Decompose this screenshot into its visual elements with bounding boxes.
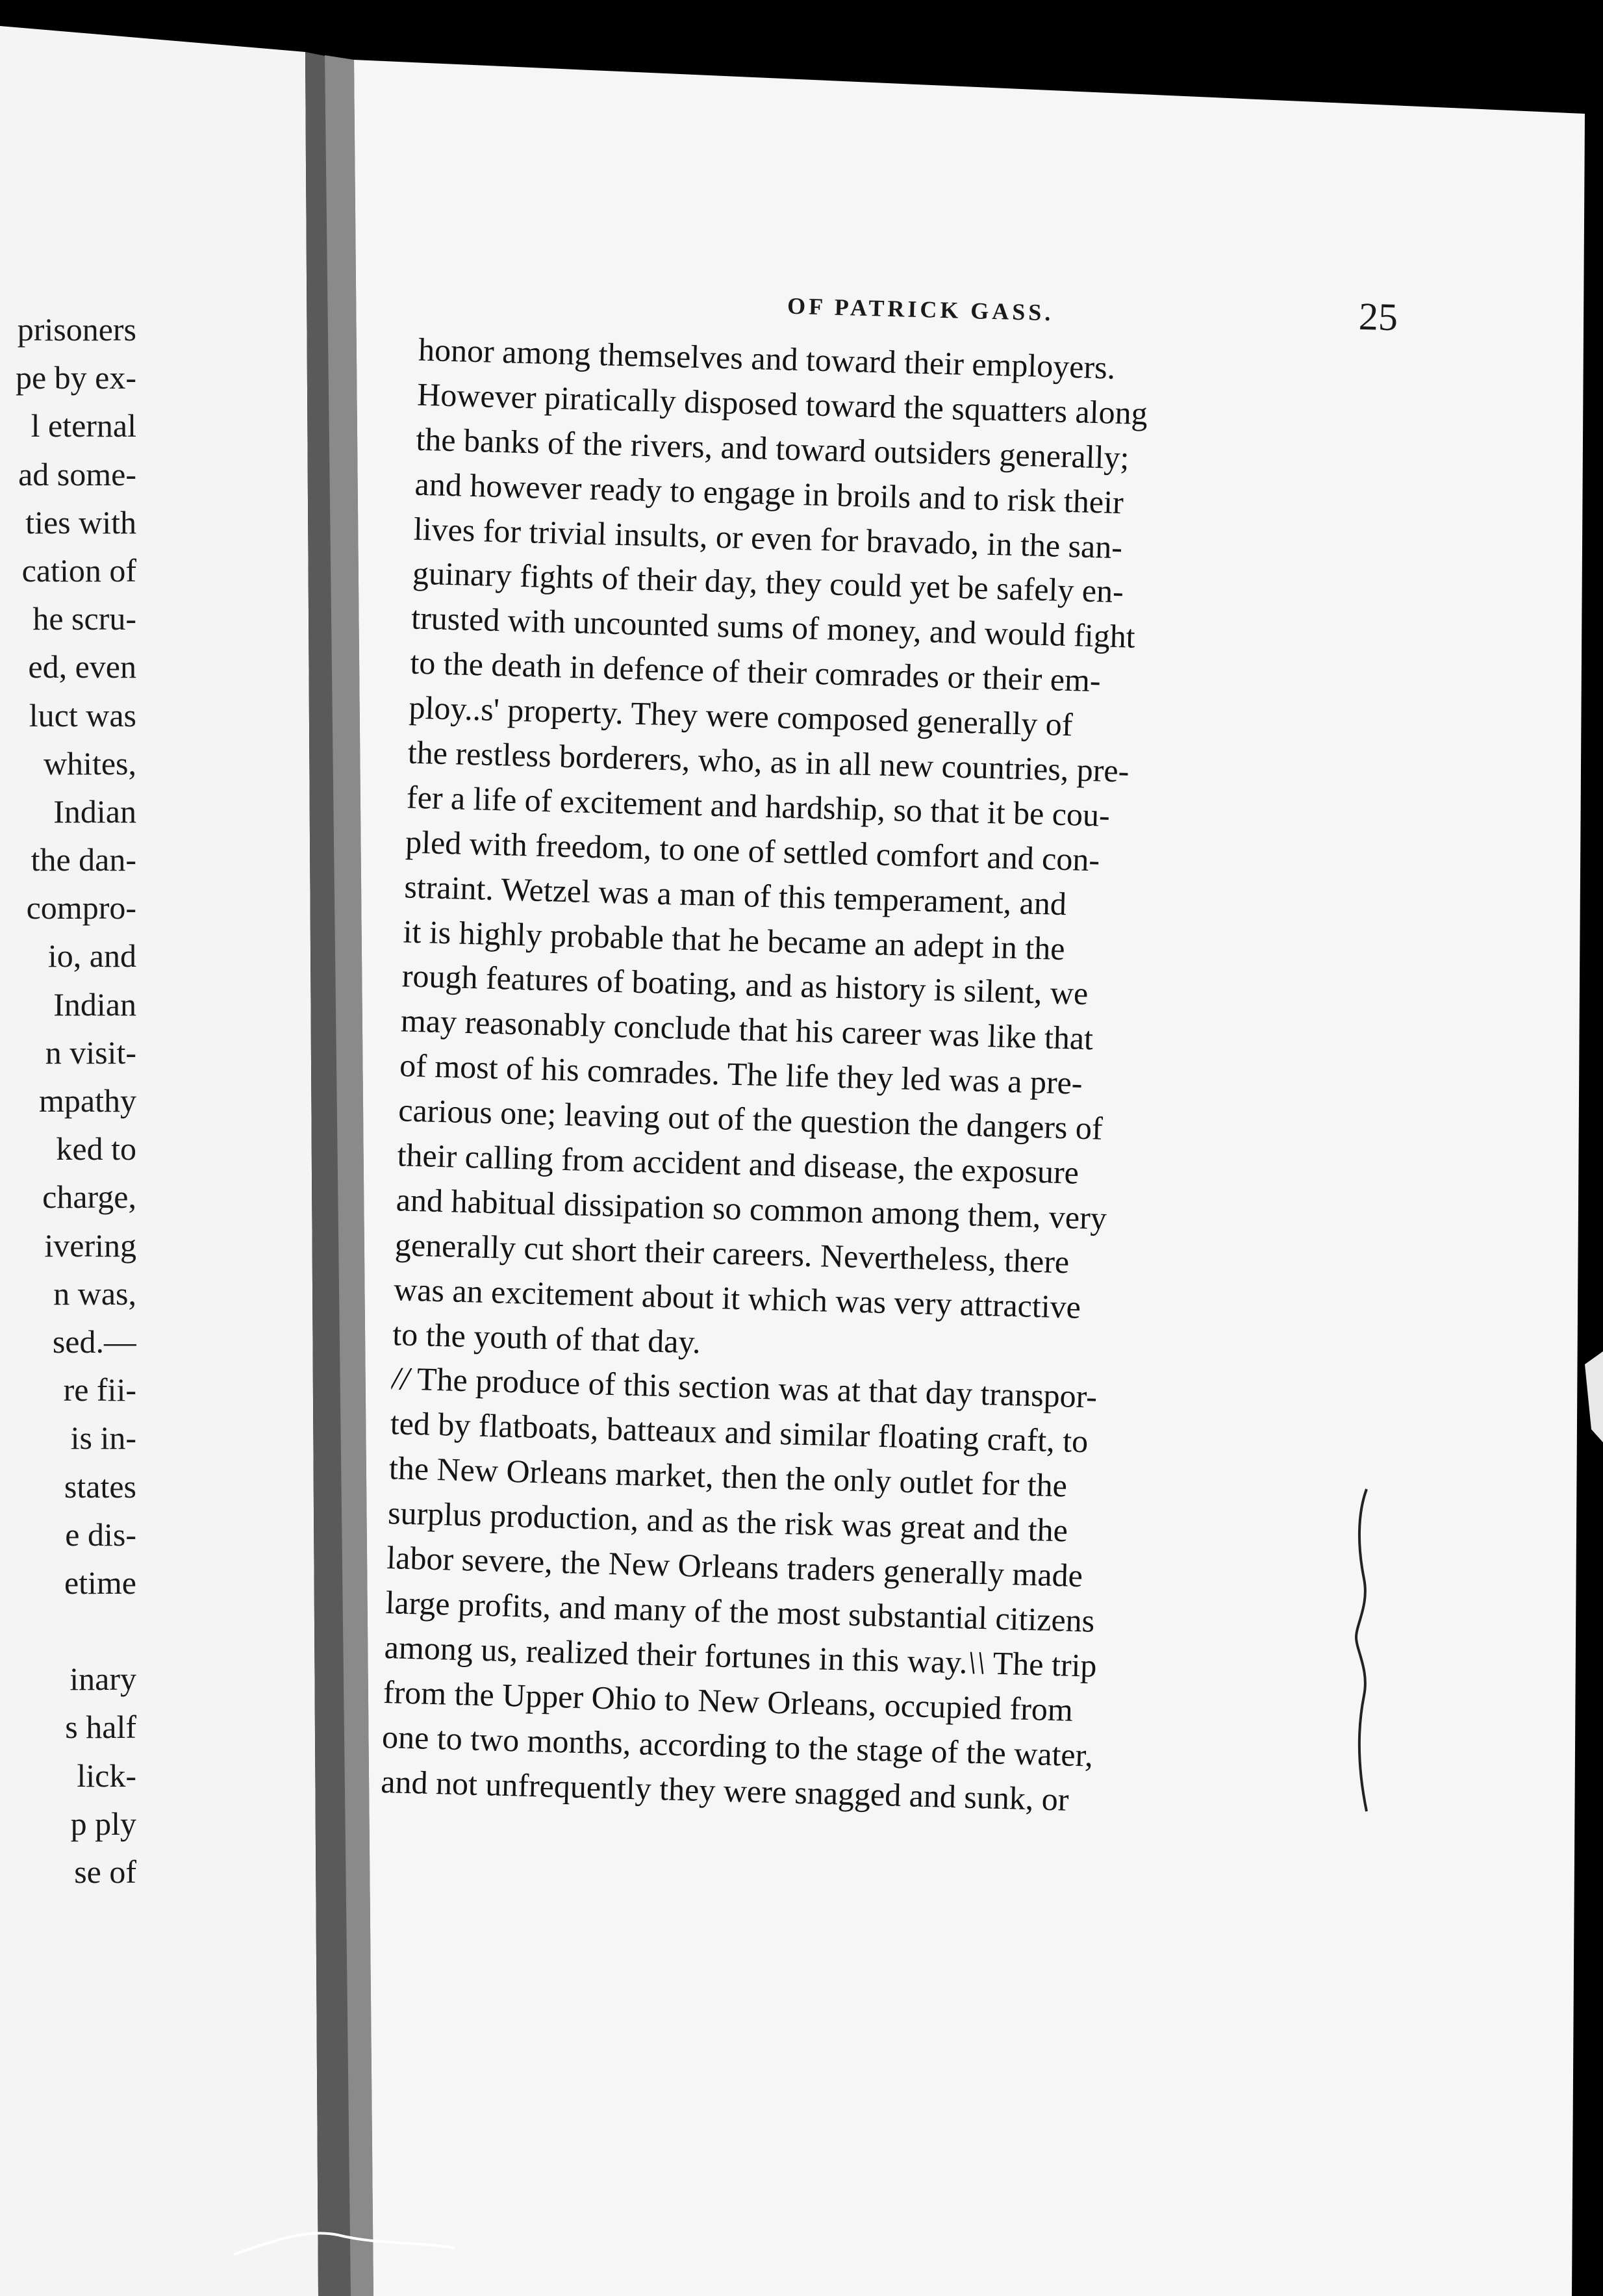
left-page-line: re fii- — [63, 1371, 136, 1409]
text-line: straint. Wetzel was a man of this temperament, and — [403, 868, 1067, 922]
left-page-line: pe by ex- — [15, 359, 136, 396]
left-page-line: states — [64, 1468, 136, 1505]
left-page-line: charge, — [42, 1179, 136, 1216]
close-quote-mark: \\ — [966, 1644, 986, 1681]
left-page-line: compro- — [26, 889, 136, 926]
text-line: was an excitement about it which was very attractive — [393, 1270, 1081, 1325]
left-page-line: e dis- — [65, 1516, 136, 1553]
left-page-line: the dan- — [31, 841, 136, 878]
text-line: to the youth of that day. — [392, 1315, 701, 1360]
left-page-line: inary — [69, 1661, 136, 1698]
body-text — [381, 327, 1426, 1830]
left-page-fragment — [0, 305, 136, 1896]
text-line: trusted with uncounted sums of money, and would fight — [410, 599, 1136, 656]
text-line: and however ready to engage in broils and to risk their — [414, 465, 1124, 520]
left-page-line: ad some- — [18, 455, 136, 492]
text-line: ploy..s' property. They were composed generally of — [408, 689, 1074, 743]
left-page-line: whites, — [43, 745, 136, 782]
left-page-line — [0, 1607, 136, 1655]
left-page-line: Indian — [53, 793, 136, 830]
left-page-line: prisoners — [17, 311, 136, 348]
left-page-line: s half — [65, 1709, 136, 1746]
quoted-line: the New Orleans market, then the only outlet for the — [388, 1449, 1068, 1504]
open-quote-mark: // — [390, 1360, 410, 1397]
text-line: one to two months, according to the stage of the water, — [381, 1718, 1094, 1774]
left-page-line: mpathy — [39, 1082, 136, 1119]
text-line: fer a life of excitement and hardship, so that it be cou- — [406, 778, 1111, 834]
quoted-line: surplus production, and as the risk was great and the — [387, 1494, 1068, 1549]
quoted-line: labor severe, the New Orleans traders generally made — [386, 1539, 1083, 1594]
text-line: it is highly probable that he became an adept in the — [402, 912, 1066, 967]
left-page-line: he scru- — [32, 600, 136, 637]
text-line: the banks of the rivers, and toward outsiders generally; — [415, 420, 1130, 476]
sentence-continuation: The trip — [985, 1644, 1098, 1684]
quoted-text-end: among us, realized their fortunes in this way. — [384, 1628, 968, 1681]
text-line: guinary fights of their day, they could yet be safely en- — [412, 555, 1124, 610]
quoted-line: large profits, and many of the most substantial citizens — [385, 1583, 1095, 1639]
text-line: their calling from accident and disease, the exposure — [396, 1136, 1079, 1191]
text-line: to the death in defence of their comrades or their em- — [409, 644, 1102, 699]
left-page-line: io, and — [47, 938, 136, 975]
left-page-line: ties with — [25, 504, 136, 541]
left-page-line: luct was — [29, 696, 136, 733]
left-page-line: Indian — [53, 986, 136, 1023]
text-line: may reasonably conclude that his career was like that — [400, 1002, 1094, 1057]
text-line: honor among themselves and toward their employers. — [418, 331, 1116, 386]
left-page-line: se of — [74, 1854, 136, 1890]
left-page-line: n was, — [53, 1275, 136, 1312]
page-number: 25 — [1358, 294, 1398, 339]
left-page-line: etime — [64, 1564, 136, 1601]
text-line: generally cut short their careers. Nevertheless, there — [394, 1226, 1070, 1281]
left-page-line: n visit- — [45, 1034, 136, 1071]
left-page-line: ivering — [44, 1227, 136, 1264]
text-line: rough features of boating, and as history is silent, we — [401, 957, 1089, 1012]
text-line: of most of his comrades. The life they led was a pre- — [399, 1047, 1083, 1102]
quoted-line: ted by flatboats, batteaux and similar floating craft, to — [390, 1405, 1089, 1460]
text-line: However piratically disposed toward the squatters along — [416, 376, 1148, 431]
left-page-line: cation of — [21, 552, 136, 589]
text-line: and not unfrequently they were snagged and sunk, or — [380, 1763, 1070, 1818]
text-line: pled with freedom, to one of settled comfort and con- — [405, 823, 1100, 878]
left-page-line: ked to — [56, 1130, 136, 1167]
text-line: lives for trivial insults, or even for bravado, in the san- — [413, 510, 1123, 565]
left-page-line: is in- — [70, 1420, 136, 1457]
left-page-line: ed, even — [28, 648, 136, 685]
handwritten-bracket — [1352, 1488, 1372, 1813]
left-page-line: sed.— — [52, 1323, 136, 1360]
quoted-text: The produce of this section was at that day transpor- — [416, 1360, 1098, 1416]
text-line: carious one; leaving out of the question the dangers of — [398, 1091, 1104, 1147]
left-page-line: p ply — [70, 1805, 136, 1842]
left-page-line: lick- — [77, 1757, 136, 1794]
text-line: the restless borderers, who, as in all new countries, pre- — [407, 733, 1130, 789]
left-page-line: l eternal — [31, 407, 136, 444]
text-line: from the Upper Ohio to New Orleans, occupied from — [383, 1673, 1074, 1728]
text-line: and habitual dissipation so common among them, very — [396, 1181, 1107, 1236]
running-head: OF PATRICK GASS. — [787, 292, 1054, 326]
